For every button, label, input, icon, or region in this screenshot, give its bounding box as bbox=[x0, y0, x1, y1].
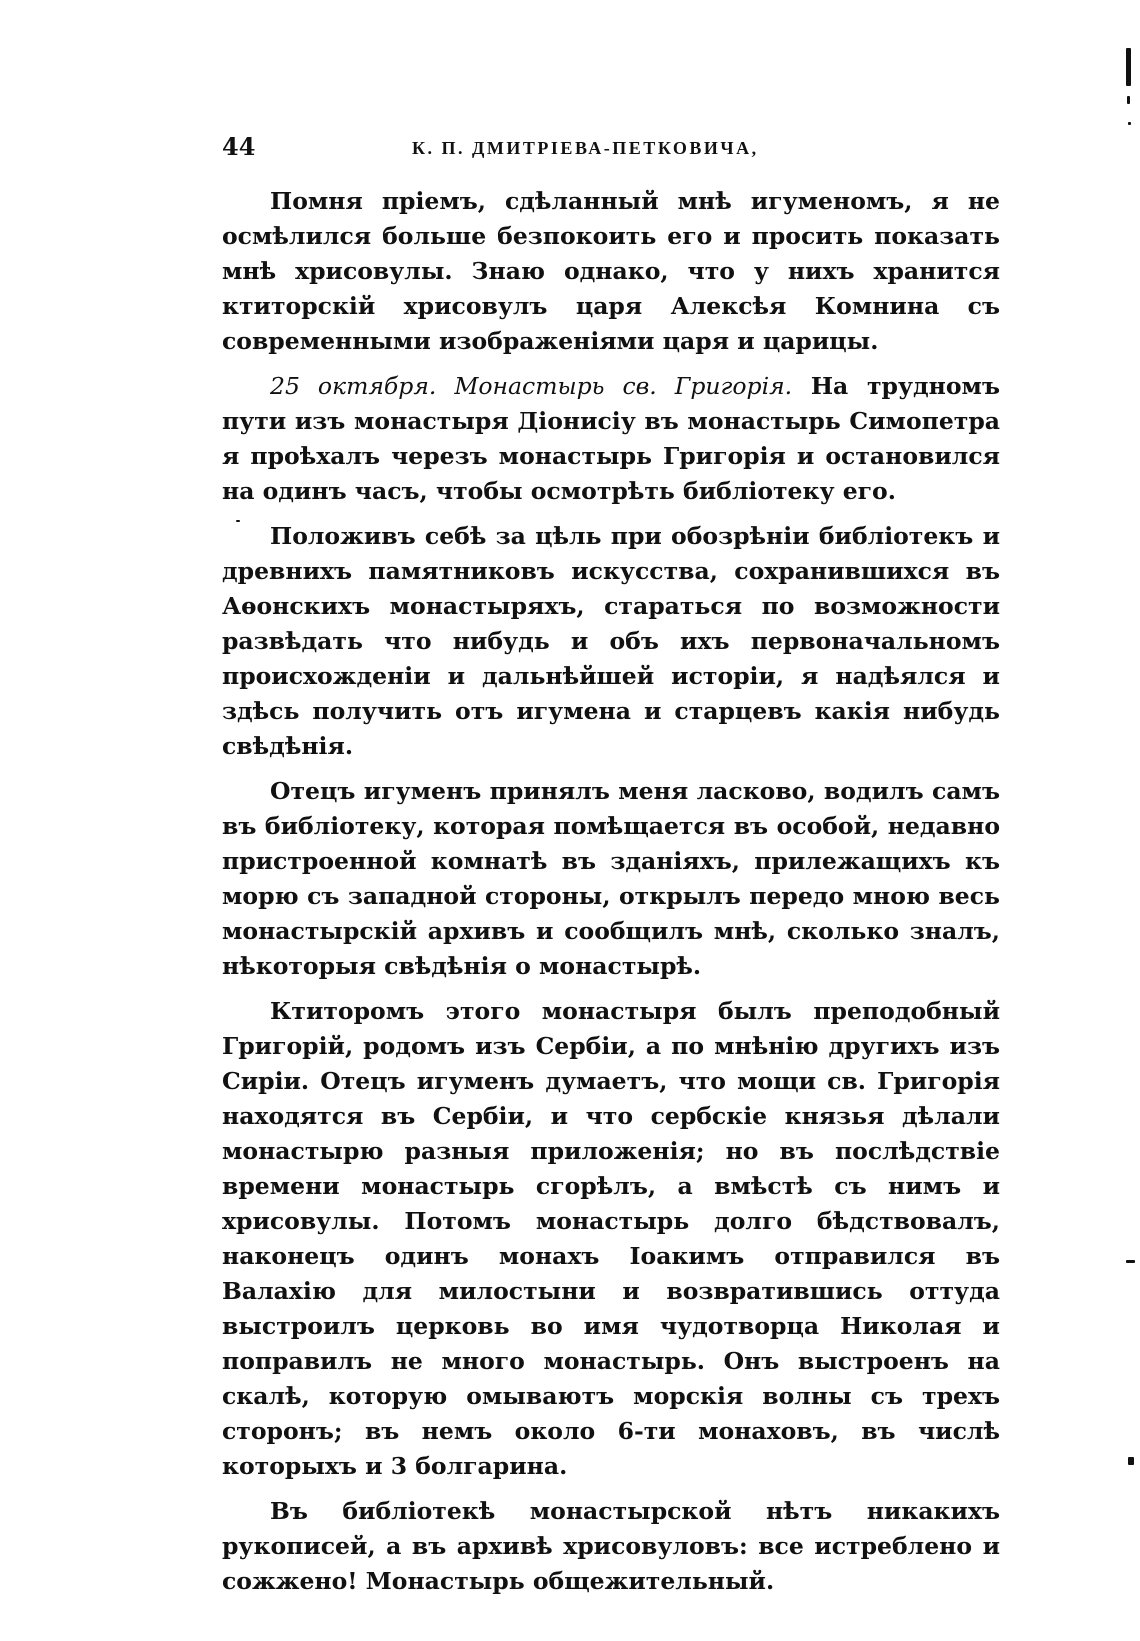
paragraph-2 bbox=[222, 369, 1000, 509]
date-heading: 25 октября. Монастырь св. Григорія. bbox=[270, 372, 793, 400]
paragraph-text: Отецъ игуменъ принялъ меня ласково, водилъ самъ въ библіотеку, которая помѣщается въ особой, недавно пристроенной комнатѣ въ зданіяхъ, прилежащихъ къ морю съ западной стороны, открылъ передо мною весь монастырскій архивъ и сообщилъ мнѣ, сколько зналъ, нѣкоторыя свѣдѣнія о монастырѣ. bbox=[222, 777, 1000, 980]
page-number: 44 bbox=[222, 132, 256, 161]
paragraph-text: На трудномъ пути изъ монастыря Діонисіу въ монастырь Симопетра я проѣхалъ черезъ монастырь Григорія и остановился на одинъ часъ, чтобы осмотрѣть библіотеку его. bbox=[222, 372, 1000, 505]
paragraph-3 bbox=[222, 519, 1000, 764]
paragraph-5 bbox=[222, 994, 1000, 1484]
paragraph-text: Въ библіотекѣ монастырской нѣтъ никакихъ рукописей, а въ архивѣ хрисовуловъ: все истреблено и сожжено! Монастырь общежительный. bbox=[222, 1497, 1000, 1595]
scan-speck bbox=[1126, 1260, 1135, 1263]
paragraph-1 bbox=[222, 184, 1000, 359]
scan-speck bbox=[236, 520, 240, 522]
scan-speck bbox=[1128, 1457, 1134, 1465]
paragraph-6 bbox=[222, 1494, 1000, 1599]
scan-speck bbox=[1128, 122, 1131, 125]
paragraph-text: Помня пріемъ, сдѣланный мнѣ игуменомъ, я не осмѣлился больше безпокоить его и просить показать мнѣ хрисовулы. Знаю однако, что у нихъ хранится ктиторскій хрисовулъ царя Алексѣя Комнина съ современными изображеніями царя и царицы. bbox=[222, 187, 1000, 355]
scan-speck bbox=[1127, 96, 1130, 104]
body-text bbox=[222, 184, 1000, 1609]
paragraph-text: Положивъ себѣ за цѣль при обозрѣніи библіотекъ и древнихъ памятниковъ искусства, сохранившихся въ Аѳонскихъ монастыряхъ, стараться по возможности развѣдать что нибудь и объ ихъ первоначальномъ происхожденіи и дальнѣйшей исторіи, я надѣялся и здѣсь получить отъ игумена и старцевъ какія нибудь свѣдѣнія. bbox=[222, 522, 1000, 760]
paragraph-4 bbox=[222, 774, 1000, 984]
page-header bbox=[222, 132, 1002, 166]
paragraph-text: Ктиторомъ этого монастыря былъ преподобный Григорій, родомъ изъ Сербіи, а по мнѣнію другихъ изъ Сиріи. Отецъ игуменъ думаетъ, что мощи св. Григорія находятся въ Сербіи, и что сербскіе князья дѣлали монастырю разныя приложенія; но въ послѣдствіе времени монастырь сгорѣлъ, а вмѣстѣ съ нимъ и хрисовулы. Потомъ монастырь долго бѣдствовалъ, наконецъ одинъ монахъ Іоакимъ отправился въ Валахію для милостыни и возвратившись оттуда выстроилъ церковь во имя чудотворца Николая и поправилъ не много монастырь. Онъ выстроенъ на скалѣ, которую омываютъ морскія волны съ трехъ сторонъ; въ немъ около 6-ти монаховъ, въ числѣ которыхъ и 3 болгарина. bbox=[222, 997, 1000, 1480]
running-head: К. П. ДМИТРІЕВА-ПЕТКОВИЧА, bbox=[412, 138, 759, 158]
scan-speck bbox=[1126, 48, 1131, 86]
